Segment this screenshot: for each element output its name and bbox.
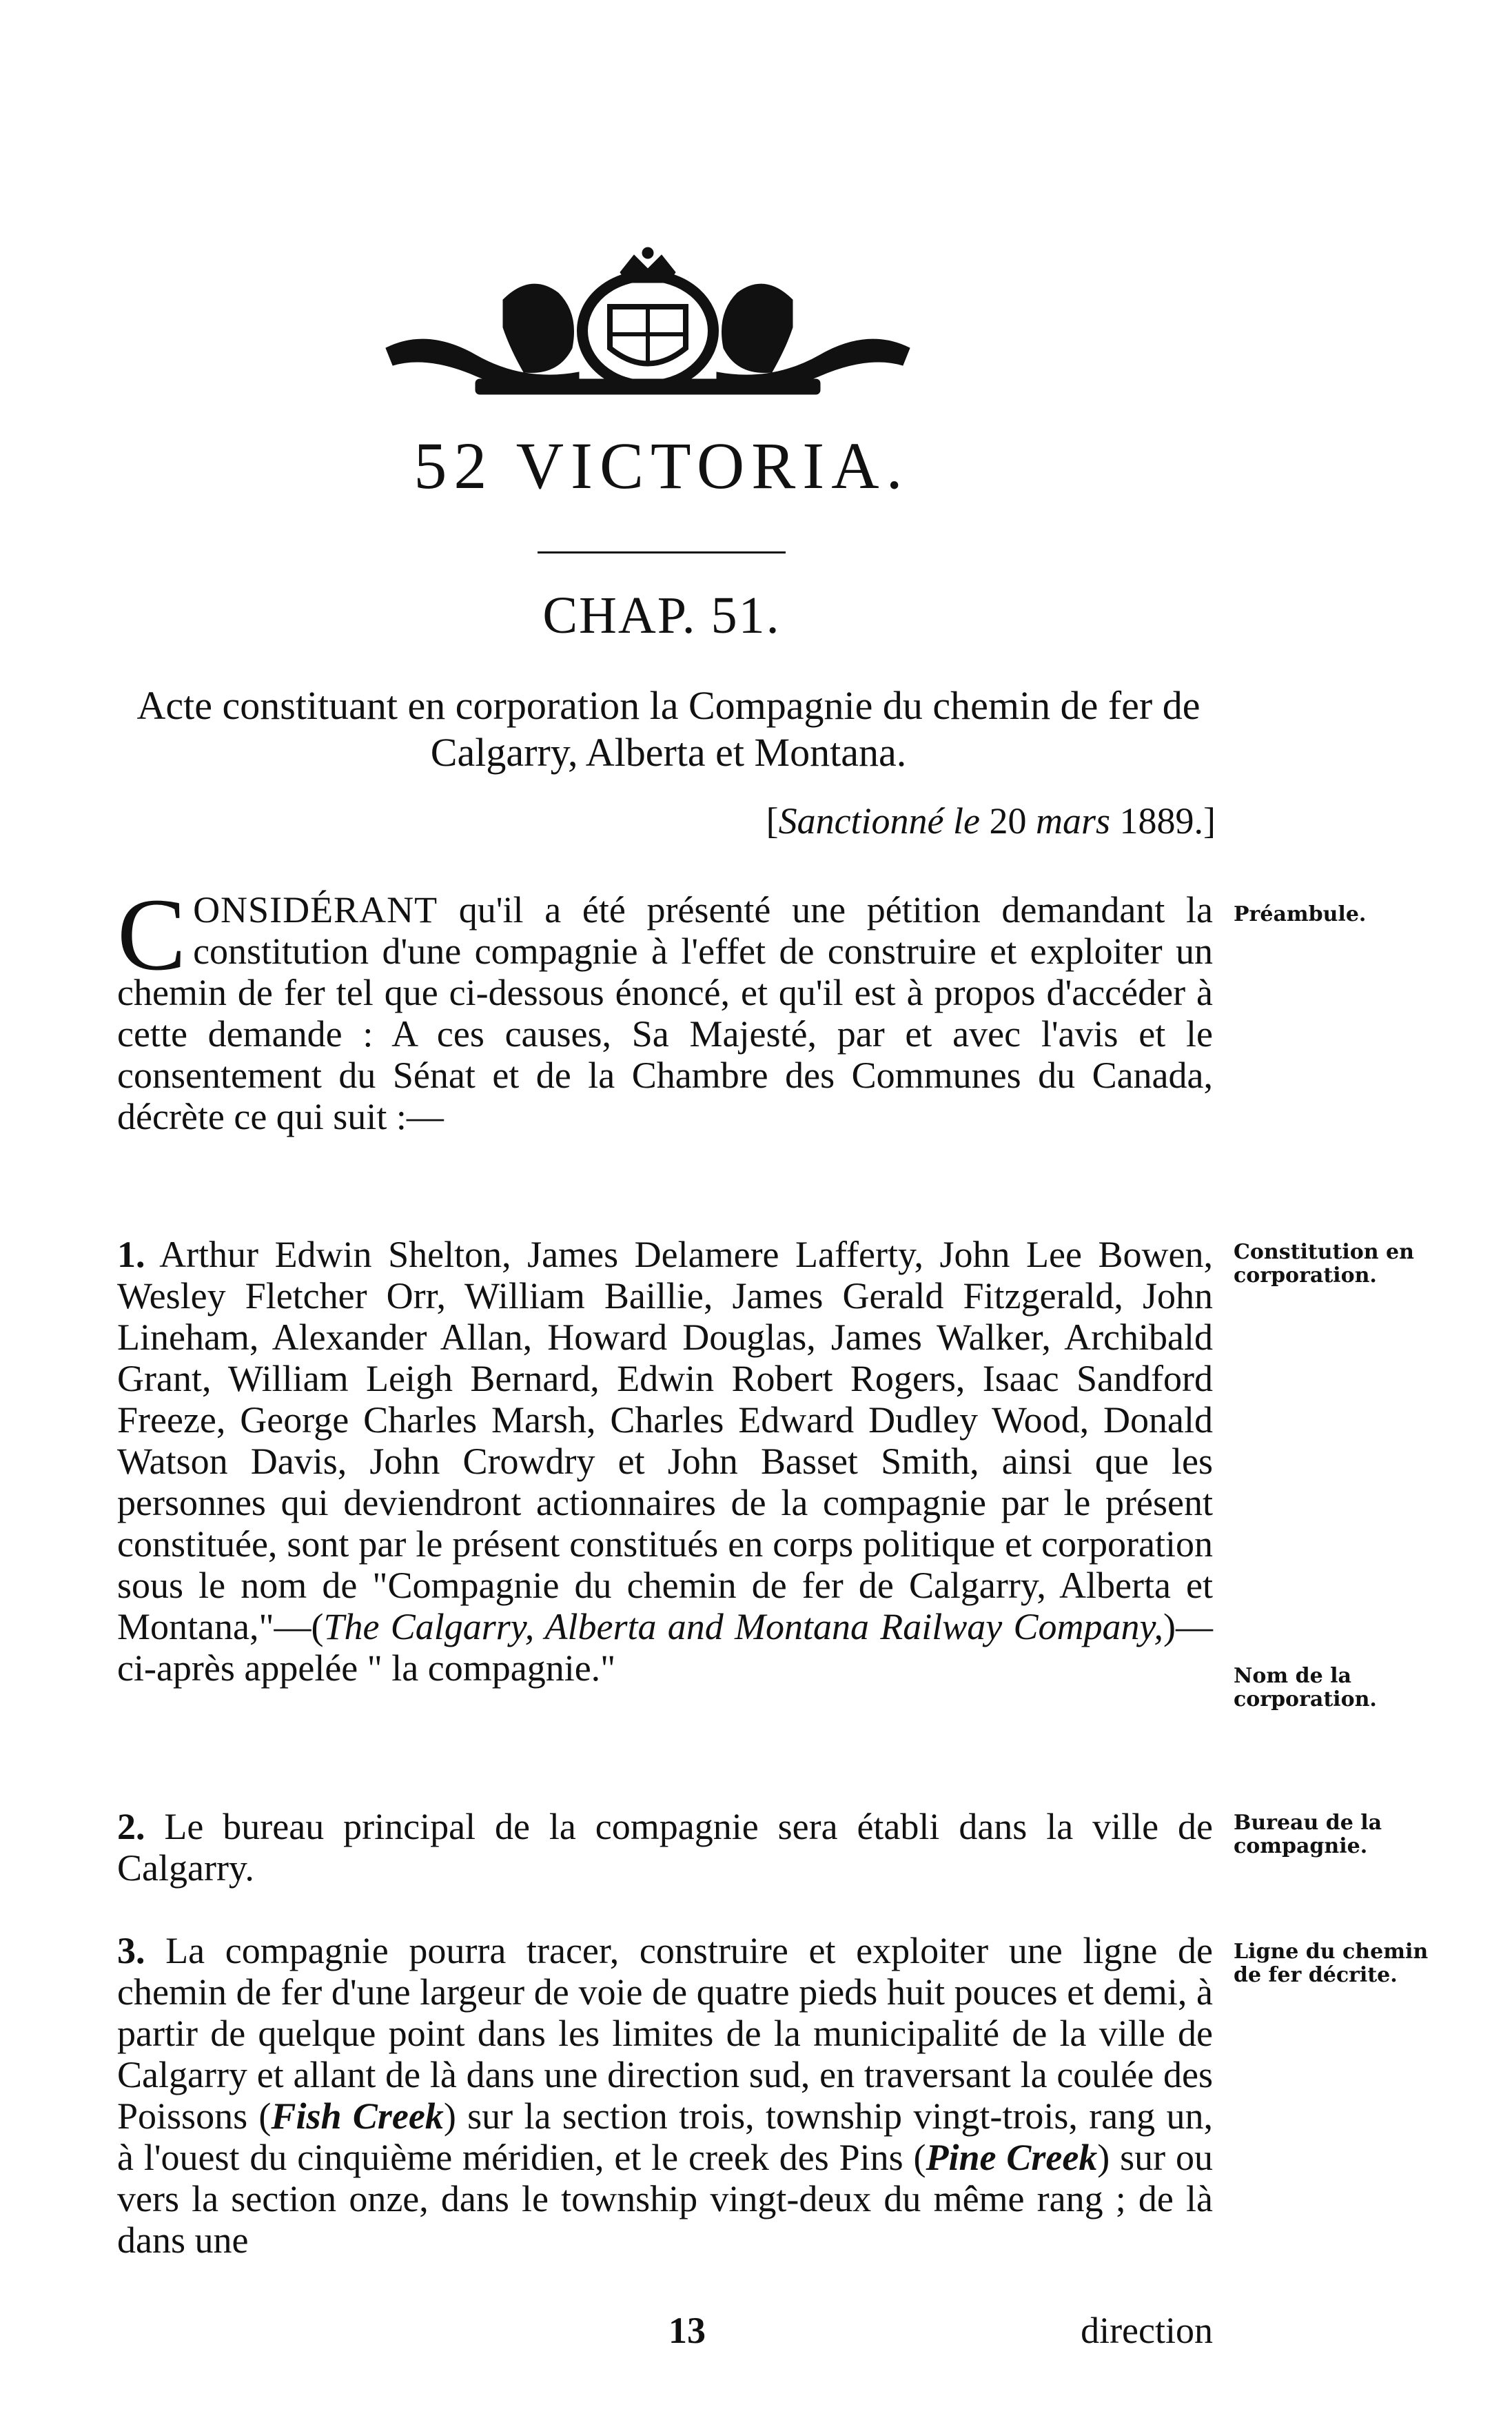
section-text: )—ci-après appelée " la compagnie." <box>117 1606 1213 1689</box>
margin-note-head-office: Bureau de la compagnie. <box>1234 1811 1382 1858</box>
heading-divider <box>538 551 786 553</box>
margin-note-corporate-name: Nom de la corporation. <box>1234 1664 1377 1711</box>
sanction-year: 1889. <box>1119 800 1204 842</box>
sanction-month: mars <box>1035 800 1111 842</box>
page-number: 13 <box>668 2310 706 2351</box>
section-2 <box>117 1806 1213 1889</box>
english-placename: Fish Creek <box>271 2095 444 2137</box>
section-3 <box>117 1930 1213 2261</box>
preamble-caps: ONSIDÉRANT <box>193 889 438 931</box>
catchword: direction <box>1081 2310 1213 2351</box>
sanction-label: Sanctionné le <box>778 800 980 842</box>
section-number: 3. <box>117 1930 145 1971</box>
sanction-day: 20 <box>989 800 1027 842</box>
section-text: ) sur ou vers la section onze, dans le township vingt-deux du même rang ; de là dans une <box>117 2137 1213 2261</box>
section-number: 1. <box>117 1234 145 1275</box>
section-text: Le bureau principal de la compagnie sera établi dans la ville de Calgarry. <box>117 1806 1213 1889</box>
english-placename: Pine Creek <box>926 2137 1098 2178</box>
margin-note-constitution: Constitution en corporation. <box>1234 1240 1414 1288</box>
margin-note-railway-line: Ligne du chemin de fer décrite. <box>1234 1940 1429 1987</box>
section-text: La compagnie pourra tracer, construire et exploiter une ligne de chemin de fer d'une largeur de voie de quatre pieds huit pouces et demi, à partir de quelque point dans les limites de la municipalité de la ville de Calgarry et allant de là dans une direction sud, en traversant la coulée des Poissons ( <box>117 1930 1213 2137</box>
dropcap: C <box>117 877 187 992</box>
page-footer <box>117 2309 1213 2350</box>
regnal-year-heading: 52 VICTORIA. <box>413 429 910 502</box>
section-1 <box>117 1234 1213 1689</box>
section-text: Arthur Edwin Shelton, James Delamere Lafferty, John Lee Bowen, Wesley Fletcher Orr, William Baillie, James Gerald Fitzgerald, John Lineham, Alexander Allan, Howard Douglas, James Walker, Archibald Grant, William Leigh Bernard, Edwin Robert Rogers, Isaac Sandford Freeze, George Charles Marsh, Charles Edward Dudley Wood, Donald Watson Davis, John Crowdry et John Basset Smith, ainsi que les personnes qui deviendront actionnaires de la compagnie par le présent constituée, sont par le présent constitués en corps politique et corporation sous le nom de "Compagnie du chemin de fer de Calgarry, Alberta et Montana,"—( <box>117 1234 1213 1647</box>
preamble-text: qu'il a été présenté une pétition demandant la constitution d'une compagnie à l'effet de construire et exploiter un chemin de fer tel que ci-dessous énoncé, et qu'il est à propos d'accéder à cette demande : A ces causes, Sa Majesté, par et avec l'avis et le consentement du Sénat et de la Chambre des Communes du Canada, décrète ce qui suit :— <box>117 889 1213 1137</box>
royal-coat-of-arms-icon <box>372 245 923 403</box>
preamble-paragraph <box>117 877 1213 1137</box>
section-text: ) sur la section trois, township vingt-trois, rang un, à l'ouest du cinquième méridien, et le creek des Pins ( <box>117 2095 1213 2178</box>
sanction-date: [Sanctionné le 20 mars 1889.] <box>766 800 1216 842</box>
margin-note-preamble: Préambule. <box>1234 902 1367 926</box>
chapter-heading: CHAP. 51. <box>542 587 781 644</box>
section-english-name: The Calgarry, Alberta and Montana Railway Company, <box>323 1606 1164 1647</box>
section-number: 2. <box>117 1806 145 1847</box>
act-title: Acte constituant en corporation la Compagnie du chemin de fer de Calgarry, Alberta et Montana. <box>136 683 1201 775</box>
